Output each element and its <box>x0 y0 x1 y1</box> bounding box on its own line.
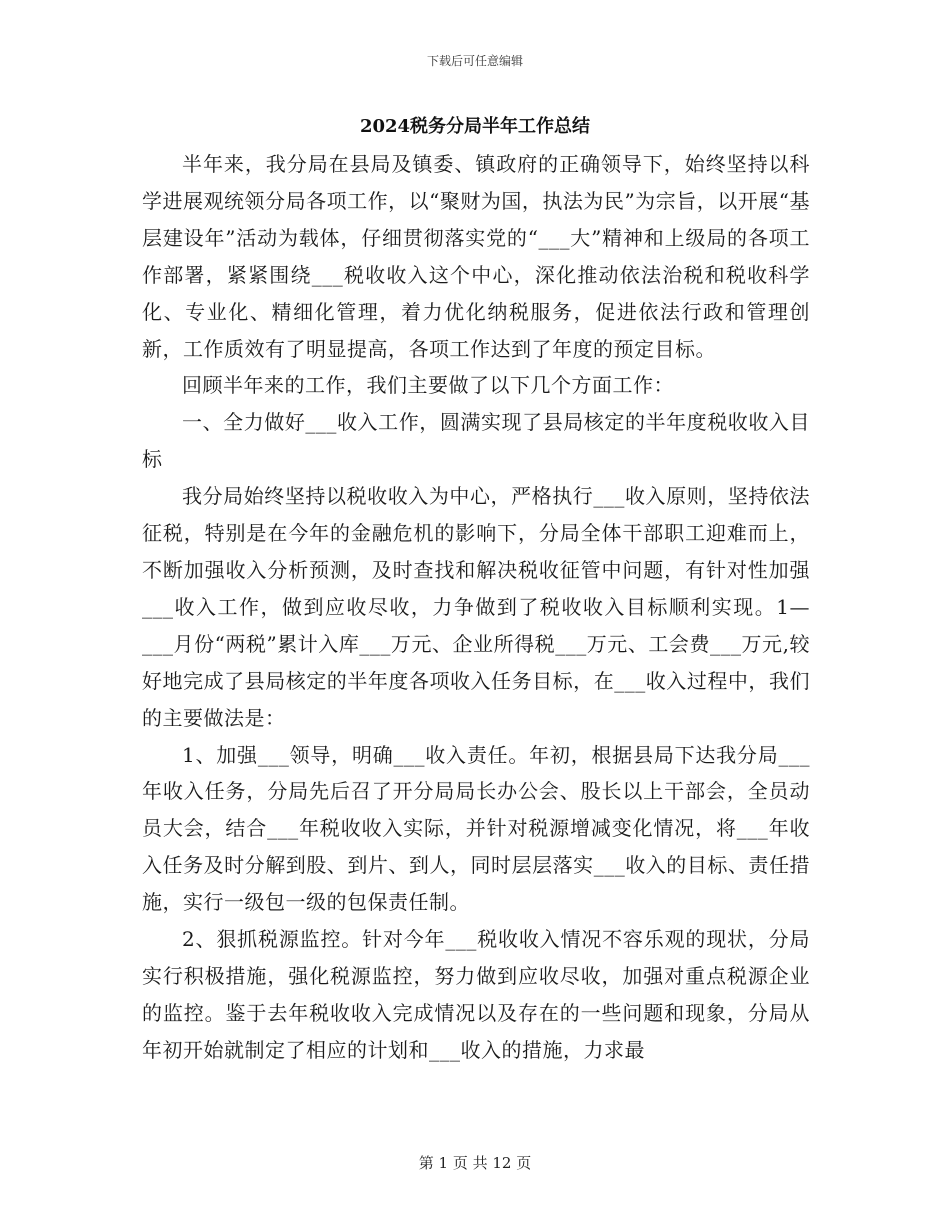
document-body <box>142 146 810 1069</box>
section-heading-1: 一、全力做好___收入工作，圆满实现了县局核定的半年度税收收入目标 <box>142 410 810 472</box>
header-note: 下载后可任意编辑 <box>426 54 523 68</box>
paragraph-item-2: 2、狠抓税源监控。针对今年___税收收入情况不容乐观的现状，分局实行积极措施，强化税源监控，努力做到应收尽收，加强对重点税源企业的监控。鉴于去年税收收入完成情况以及存在的一些问题和现象，分局从年初开始就制定了相应的计划和___收入的措施，力求最 <box>142 927 810 1062</box>
paragraph-intro: 半年来，我分局在县局及镇委、镇政府的正确领导下，始终坚持以科学进展观统领分局各项工作，以“聚财为国，执法为民”为宗旨，以开展“基层建设年”活动为载体，仔细贯彻落实党的“___大”精神和上级局的各项工作部署，紧紧围绕___税收收入这个中心，深化推动依法治税和税收科学化、专业化、精细化管理，着力优化纳税服务，促进依法行政和管理创新，工作质效有了明显提高，各项工作达到了年度的预定目标。 <box>142 152 810 361</box>
document-title: 2024税务分局半年工作总结 <box>359 116 591 137</box>
paragraph-revenue: 我分局始终坚持以税收收入为中心，严格执行___收入原则，坚持依法征税，特别是在今年的金融危机的影响下，分局全体干部职工迎难而上，不断加强收入分析预测，及时查找和解决税收征管中问题，有针对性加强___收入工作，做到应收尽收，力争做到了税收收入目标顺利实现。1—___月份“两税”累计入库___万元、企业所得税___万元、工会费___万元,较好地完成了县局核定的半年度各项收入任务目标，在___收入过程中，我们的主要做法是： <box>142 484 810 730</box>
page-footer: 第 1 页 共 12 页 <box>418 1154 532 1172</box>
paragraph-item-1: 1、加强___领导，明确___收入责任。年初，根据县局下达我分局___年收入任务，分局先后召了开分局局长办公会、股长以上干部会，全员动员大会，结合___年税收收入实际，并针对税源增减变化情况，将___年收入任务及时分解到股、到片、到人，同时层层落实___收入的目标、责任措施，实行一级包一级的包保责任制。 <box>142 742 810 915</box>
paragraph-review: 回顾半年来的工作，我们主要做了以下几个方面工作： <box>182 373 674 398</box>
